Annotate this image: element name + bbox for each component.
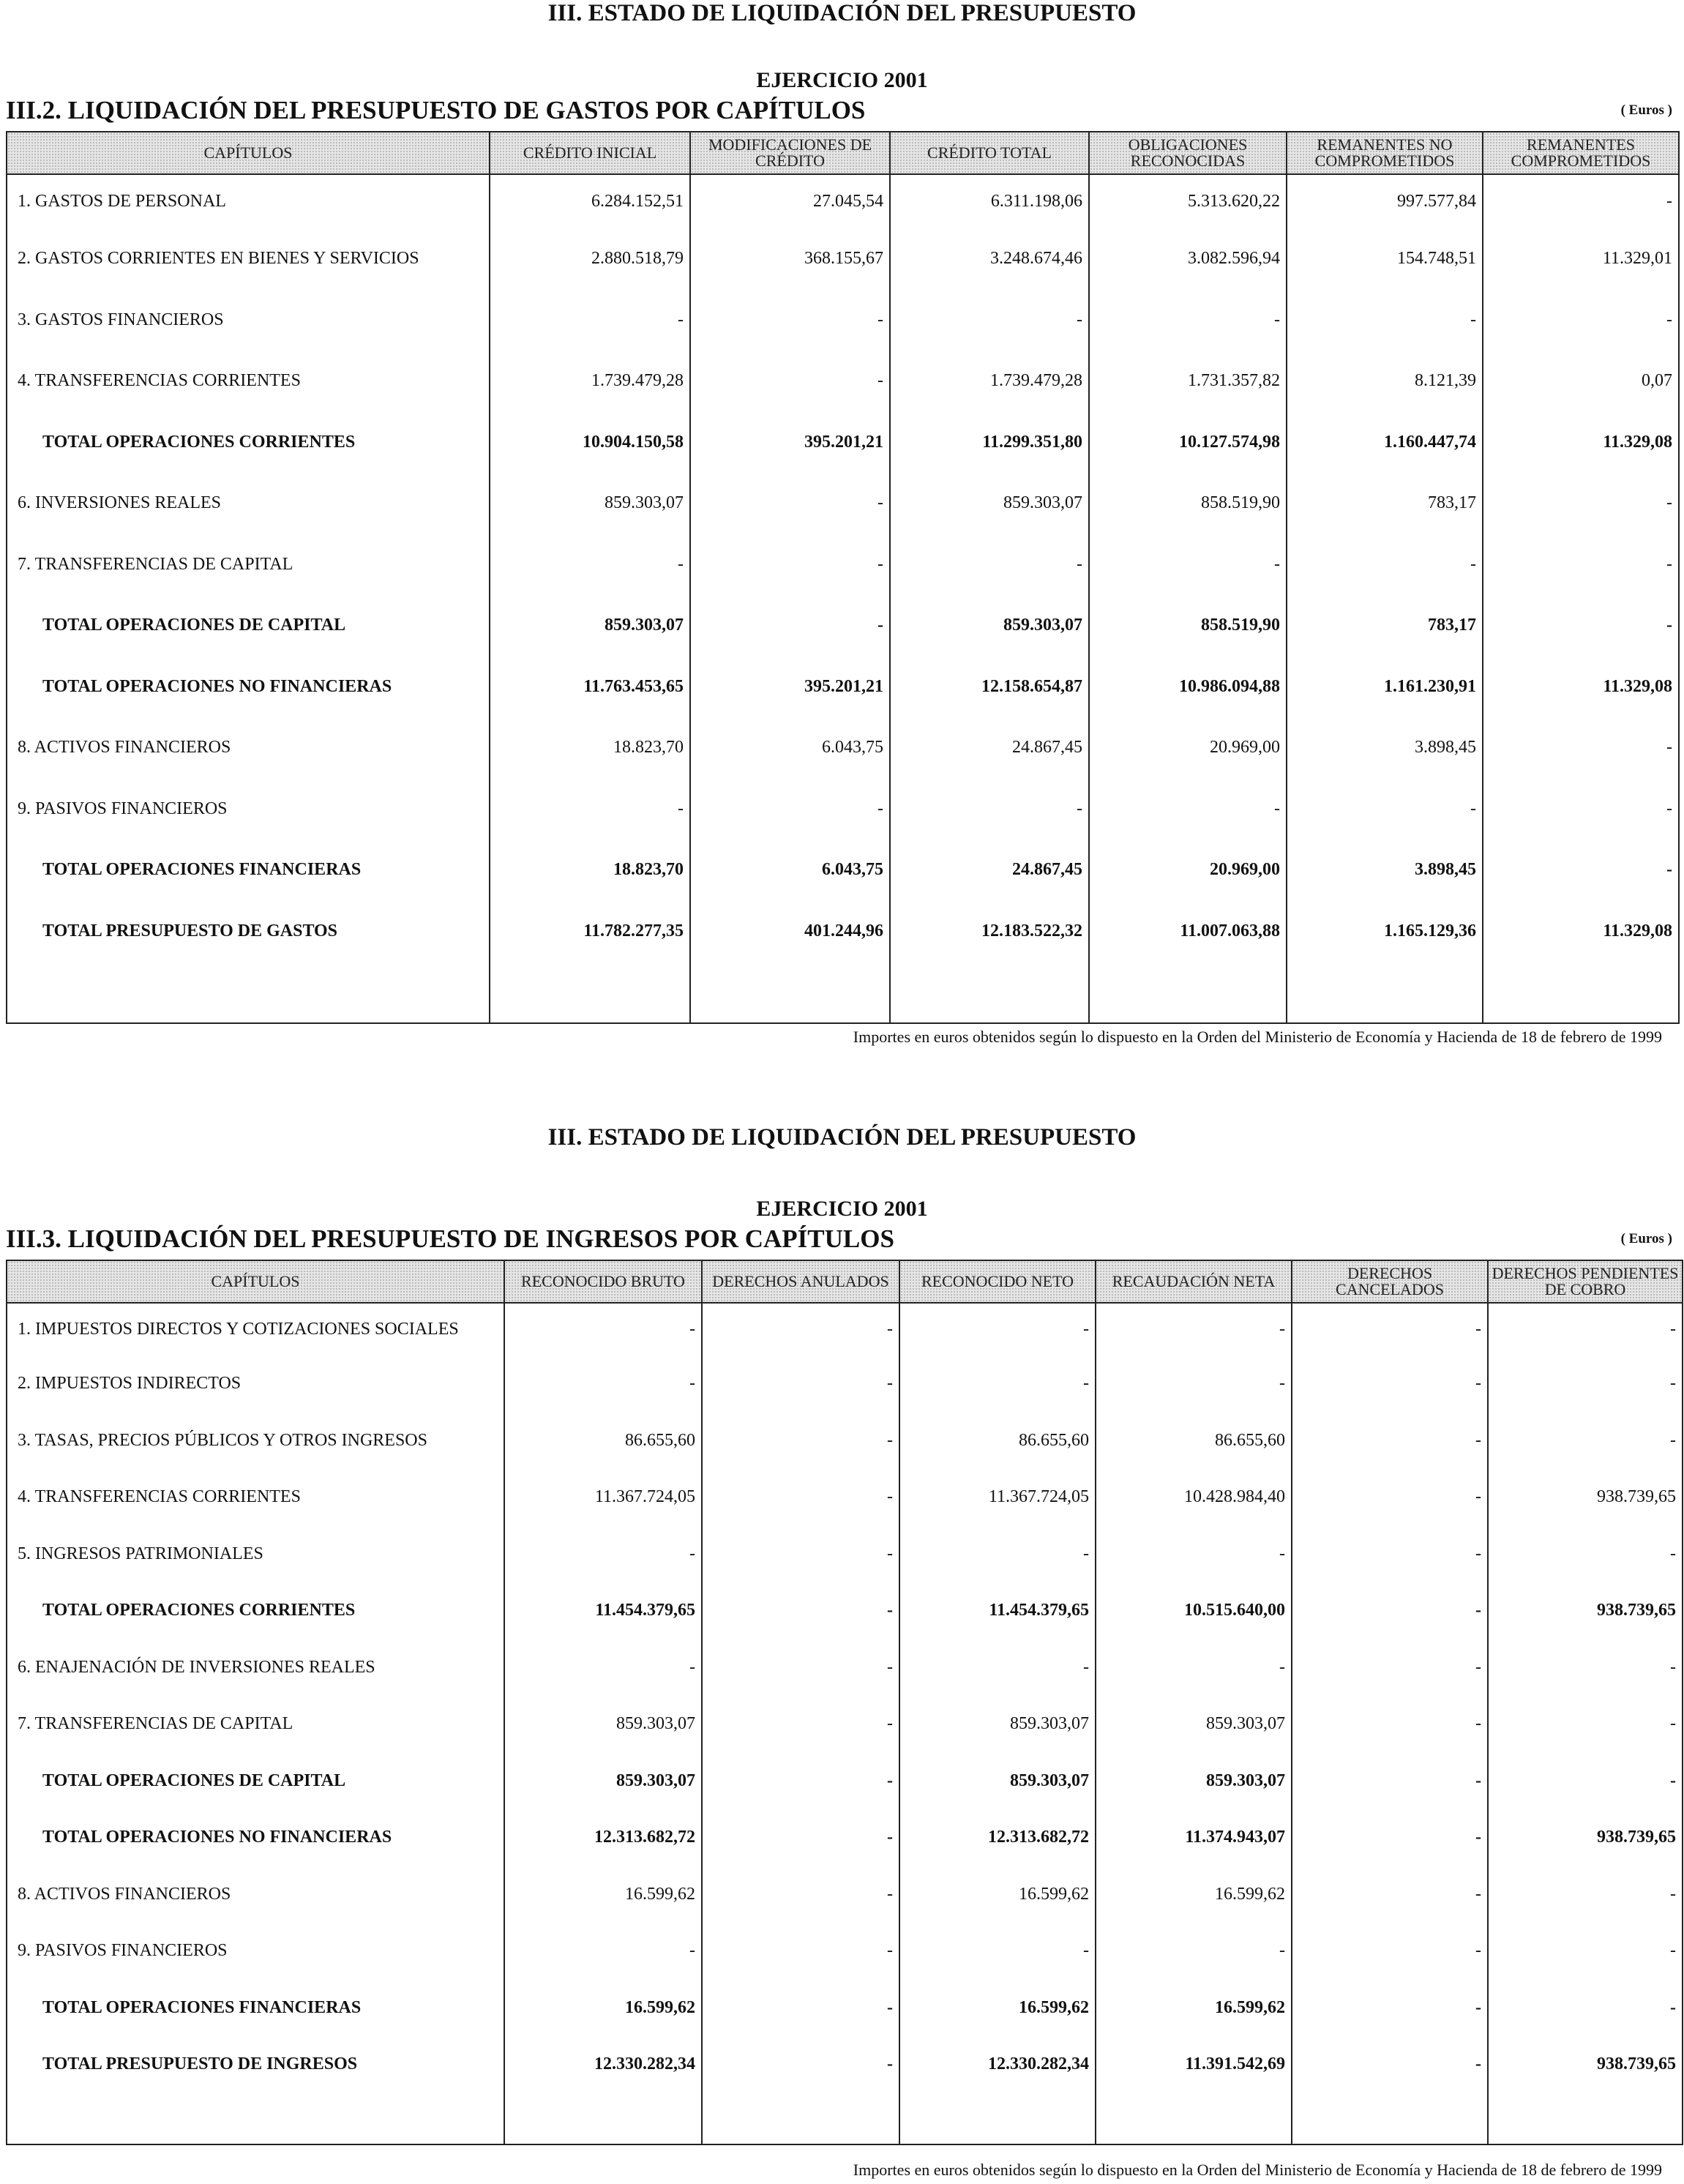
cell-value: 10.515.640,00 (1096, 1582, 1292, 1639)
cell-value: 11.299.351,80 (890, 412, 1089, 474)
gastos-col-credito-inicial: CRÉDITO INICIAL (490, 132, 690, 174)
gastos-header-row (7, 132, 1679, 174)
cell-value: - (1292, 2036, 1488, 2093)
table-row (7, 1526, 1683, 1583)
cell-value: - (1096, 1526, 1292, 1583)
row-label: 1. GASTOS DE PERSONAL (7, 174, 490, 228)
cell-value: - (690, 290, 890, 351)
row-label: 6. INVERSIONES REALES (7, 473, 490, 534)
cell-value: 859.303,07 (899, 1696, 1096, 1753)
table-row (7, 1866, 1683, 1923)
cell-value: - (702, 1303, 899, 1355)
cell-value: 11.391.542,69 (1096, 2036, 1292, 2093)
row-label: TOTAL PRESUPUESTO DE GASTOS (7, 901, 490, 962)
ingresos-col-recaudacion-neta: RECAUDACIÓN NETA (1096, 1260, 1292, 1303)
row-label: TOTAL OPERACIONES DE CAPITAL (7, 1753, 504, 1810)
gastos-col-capitulos: CAPÍTULOS (7, 132, 490, 174)
cell-value: - (702, 1923, 899, 1980)
table-row (7, 351, 1679, 412)
cell-value: 20.969,00 (1089, 839, 1287, 901)
row-label: 7. TRANSFERENCIAS DE CAPITAL (7, 1696, 504, 1753)
cell-value: - (1089, 290, 1287, 351)
cell-value: 6.043,75 (690, 717, 890, 779)
ingresos-subtitle: III.3. LIQUIDACIÓN DEL PRESUPUESTO DE INGRESOS POR CAPÍTULOS (6, 1224, 894, 1253)
cell-value: - (504, 1355, 702, 1413)
cell-value: 11.454.379,65 (899, 1582, 1096, 1639)
cell-value: - (1483, 290, 1679, 351)
cell-value: 11.329,01 (1483, 228, 1679, 290)
cell-value: - (1292, 1639, 1488, 1697)
cell-value: 1.739.479,28 (490, 351, 690, 412)
table-row (7, 534, 1679, 596)
cell-value: - (702, 1526, 899, 1583)
cell-value: - (1292, 1355, 1488, 1413)
cell-value: - (1488, 1639, 1683, 1697)
cell-value: 3.248.674,46 (890, 228, 1089, 290)
cell-value: - (490, 290, 690, 351)
total-row (7, 1809, 1683, 1866)
row-label: 4. TRANSFERENCIAS CORRIENTES (7, 351, 490, 412)
cell-value: - (1292, 1696, 1488, 1753)
gastos-table-body (7, 174, 1679, 1023)
cell-value: 12.313.682,72 (504, 1809, 702, 1866)
row-label: TOTAL OPERACIONES FINANCIERAS (7, 839, 490, 901)
cell-value: - (702, 1469, 899, 1526)
cell-value: 859.303,07 (490, 595, 690, 657)
cell-value: - (504, 1303, 702, 1355)
cell-value: - (702, 1413, 899, 1470)
empty-cell (7, 962, 490, 1023)
cell-value: - (1292, 1923, 1488, 1980)
row-label: TOTAL OPERACIONES FINANCIERAS (7, 1980, 504, 2037)
cell-value: - (702, 1355, 899, 1413)
cell-value: 12.158.654,87 (890, 657, 1089, 718)
cell-value: 24.867,45 (890, 717, 1089, 779)
cell-value: - (490, 779, 690, 840)
row-label: 3. TASAS, PRECIOS PÚBLICOS Y OTROS INGRESOS (7, 1413, 504, 1470)
cell-value: 86.655,60 (504, 1413, 702, 1470)
cell-value: 18.823,70 (490, 839, 690, 901)
cell-value: 18.823,70 (490, 717, 690, 779)
gastos-col-remanentes-no-comp: REMANENTES NO COMPROMETIDOS (1287, 132, 1483, 174)
row-label: 4. TRANSFERENCIAS CORRIENTES (7, 1469, 504, 1526)
cell-value: 858.519,90 (1089, 473, 1287, 534)
table-row (7, 1303, 1683, 1355)
cell-value: - (702, 1866, 899, 1923)
row-label: 3. GASTOS FINANCIEROS (7, 290, 490, 351)
cell-value: 859.303,07 (1096, 1696, 1292, 1753)
cell-value: - (899, 1355, 1096, 1413)
row-label: TOTAL PRESUPUESTO DE INGRESOS (7, 2036, 504, 2093)
cell-value: - (490, 534, 690, 596)
row-label: 1. IMPUESTOS DIRECTOS Y COTIZACIONES SOCIALES (7, 1303, 504, 1355)
cell-value: 859.303,07 (890, 473, 1089, 534)
cell-value: 368.155,67 (690, 228, 890, 290)
empty-cell (1096, 2093, 1292, 2144)
cell-value: 938.739,65 (1488, 2036, 1683, 2093)
table-row (7, 1469, 1683, 1526)
empty-cell (504, 2093, 702, 2144)
cell-value: 0,07 (1483, 351, 1679, 412)
cell-value: - (890, 534, 1089, 596)
row-label: 2. IMPUESTOS INDIRECTOS (7, 1355, 504, 1413)
cell-value: - (702, 1639, 899, 1697)
cell-value: 395.201,21 (690, 412, 890, 474)
cell-value: - (1488, 1413, 1683, 1470)
ingresos-col-pendientes-cobro: DERECHOS PENDIENTES DE COBRO (1488, 1260, 1683, 1303)
cell-value: 6.311.198,06 (890, 174, 1089, 228)
empty-cell (1488, 2093, 1683, 2144)
table-bottom-padding (7, 2093, 1683, 2144)
cell-value: - (1483, 839, 1679, 901)
cell-value: - (1292, 1753, 1488, 1810)
cell-value: 3.898,45 (1287, 717, 1483, 779)
cell-value: - (890, 779, 1089, 840)
cell-value: 12.313.682,72 (899, 1809, 1096, 1866)
ingresos-col-reconocido-bruto: RECONOCIDO BRUTO (504, 1260, 702, 1303)
cell-value: 859.303,07 (890, 595, 1089, 657)
row-label: TOTAL OPERACIONES DE CAPITAL (7, 595, 490, 657)
cell-value: 16.599,62 (899, 1980, 1096, 2037)
cell-value: 11.329,08 (1483, 657, 1679, 718)
cell-value: 86.655,60 (1096, 1413, 1292, 1470)
cell-value: - (504, 1526, 702, 1583)
total-row (7, 657, 1679, 718)
table-row (7, 228, 1679, 290)
cell-value: - (1483, 595, 1679, 657)
ingresos-page-title: III. ESTADO DE LIQUIDACIÓN DEL PRESUPUESTO (547, 1124, 1137, 1151)
cell-value: 10.428.984,40 (1096, 1469, 1292, 1526)
cell-value: - (1096, 1303, 1292, 1355)
cell-value: - (1096, 1923, 1292, 1980)
cell-value: - (690, 534, 890, 596)
cell-value: 10.986.094,88 (1089, 657, 1287, 718)
row-label: TOTAL OPERACIONES NO FINANCIERAS (7, 657, 490, 718)
cell-value: - (1292, 1413, 1488, 1470)
table-row (7, 473, 1679, 534)
cell-value: 11.763.453,65 (490, 657, 690, 718)
cell-value: 11.782.277,35 (490, 901, 690, 962)
cell-value: - (690, 351, 890, 412)
gastos-section (0, 0, 1684, 1069)
cell-value: - (702, 1696, 899, 1753)
cell-value: 859.303,07 (504, 1753, 702, 1810)
cell-value: 2.880.518,79 (490, 228, 690, 290)
table-row (7, 174, 1679, 228)
cell-value: - (1488, 1526, 1683, 1583)
table-row (7, 1923, 1683, 1980)
cell-value: - (1292, 1526, 1488, 1583)
row-label: 8. ACTIVOS FINANCIEROS (7, 717, 490, 779)
cell-value: - (1292, 1809, 1488, 1866)
cell-value: - (702, 1980, 899, 2037)
gastos-table (6, 131, 1680, 1024)
empty-cell (1292, 2093, 1488, 2144)
total-row (7, 1753, 1683, 1810)
row-label: 9. PASIVOS FINANCIEROS (7, 779, 490, 840)
empty-cell (1483, 962, 1679, 1023)
row-label: 5. INGRESOS PATRIMONIALES (7, 1526, 504, 1583)
cell-value: - (1292, 1582, 1488, 1639)
cell-value: 11.329,08 (1483, 412, 1679, 474)
cell-value: 10.904.150,58 (490, 412, 690, 474)
cell-value: - (690, 779, 890, 840)
ingresos-col-capitulos: CAPÍTULOS (7, 1260, 504, 1303)
cell-value: - (1096, 1355, 1292, 1413)
total-row (7, 1980, 1683, 2037)
cell-value: 938.739,65 (1488, 1809, 1683, 1866)
empty-cell (690, 962, 890, 1023)
cell-value: - (1287, 779, 1483, 840)
ingresos-table (6, 1260, 1683, 2145)
row-label: TOTAL OPERACIONES CORRIENTES (7, 412, 490, 474)
cell-value: 859.303,07 (899, 1753, 1096, 1810)
ingresos-section (0, 1124, 1684, 2184)
cell-value: 11.007.063,88 (1089, 901, 1287, 962)
cell-value: 11.454.379,65 (504, 1582, 702, 1639)
cell-value: - (1488, 1753, 1683, 1810)
cell-value: 859.303,07 (1096, 1753, 1292, 1810)
gastos-col-credito-total: CRÉDITO TOTAL (890, 132, 1089, 174)
ingresos-col-derechos-cancelados: DERECHOS CANCELADOS (1292, 1260, 1488, 1303)
cell-value: 10.127.574,98 (1089, 412, 1287, 474)
empty-cell (490, 962, 690, 1023)
cell-value: - (1292, 1469, 1488, 1526)
cell-value: 6.043,75 (690, 839, 890, 901)
cell-value: 1.739.479,28 (890, 351, 1089, 412)
cell-value: 997.577,84 (1287, 174, 1483, 228)
cell-value: 12.330.282,34 (899, 2036, 1096, 2093)
total-row (7, 595, 1679, 657)
ingresos-col-derechos-anulados: DERECHOS ANULADOS (702, 1260, 899, 1303)
row-label: 9. PASIVOS FINANCIEROS (7, 1923, 504, 1980)
ingresos-units: ( Euros ) (1620, 1231, 1672, 1246)
empty-cell (7, 2093, 504, 2144)
cell-value: - (1483, 174, 1679, 228)
cell-value: - (1089, 534, 1287, 596)
total-row (7, 2036, 1683, 2093)
gastos-col-modificaciones: MODIFICACIONES DE CRÉDITO (690, 132, 890, 174)
cell-value: - (702, 1809, 899, 1866)
cell-value: - (1488, 1866, 1683, 1923)
cell-value: - (899, 1526, 1096, 1583)
cell-value: 16.599,62 (504, 1980, 702, 2037)
ingresos-table-body (7, 1303, 1683, 2144)
cell-value: 6.284.152,51 (490, 174, 690, 228)
ingresos-header-row (7, 1260, 1683, 1303)
gastos-col-obligaciones: OBLIGACIONES RECONOCIDAS (1089, 132, 1287, 174)
cell-value: 24.867,45 (890, 839, 1089, 901)
cell-value: - (1483, 779, 1679, 840)
cell-value: 938.739,65 (1488, 1582, 1683, 1639)
cell-value: 11.367.724,05 (899, 1469, 1096, 1526)
cell-value: 16.599,62 (1096, 1980, 1292, 2037)
table-row (7, 779, 1679, 840)
cell-value: - (1488, 1980, 1683, 2037)
empty-cell (702, 2093, 899, 2144)
cell-value: - (702, 1582, 899, 1639)
empty-cell (1089, 962, 1287, 1023)
row-label: 2. GASTOS CORRIENTES EN BIENES Y SERVICIOS (7, 228, 490, 290)
cell-value: - (1483, 717, 1679, 779)
cell-value: - (1089, 779, 1287, 840)
cell-value: 5.313.620,22 (1089, 174, 1287, 228)
cell-value: - (1292, 1303, 1488, 1355)
cell-value: - (1287, 534, 1483, 596)
ingresos-ejercicio: EJERCICIO 2001 (756, 1197, 928, 1221)
cell-value: 27.045,54 (690, 174, 890, 228)
cell-value: - (1488, 1696, 1683, 1753)
cell-value: 3.898,45 (1287, 839, 1483, 901)
cell-value: - (1292, 1980, 1488, 2037)
cell-value: 11.329,08 (1483, 901, 1679, 962)
gastos-page-title: III. ESTADO DE LIQUIDACIÓN DEL PRESUPUESTO (547, 0, 1137, 26)
empty-cell (899, 2093, 1096, 2144)
cell-value: 3.082.596,94 (1089, 228, 1287, 290)
row-label: 7. TRANSFERENCIAS DE CAPITAL (7, 534, 490, 596)
row-label: TOTAL OPERACIONES NO FINANCIERAS (7, 1809, 504, 1866)
cell-value: - (690, 595, 890, 657)
cell-value: - (1292, 1866, 1488, 1923)
empty-cell (1287, 962, 1483, 1023)
gastos-note: Importes en euros obtenidos según lo dispuesto en la Orden del Ministerio de Economía y Hacienda de 18 de febrero de 1999 (853, 1028, 1662, 1046)
empty-cell (890, 962, 1089, 1023)
gastos-units: ( Euros ) (1620, 102, 1672, 118)
cell-value: - (1488, 1355, 1683, 1413)
ingresos-note: Importes en euros obtenidos según lo dispuesto en la Orden del Ministerio de Economía y Hacienda de 18 de febrero de 1999 (853, 2161, 1662, 2179)
total-row (7, 839, 1679, 901)
gastos-subtitle: III.2. LIQUIDACIÓN DEL PRESUPUESTO DE GASTOS POR CAPÍTULOS (6, 96, 866, 124)
total-row (7, 901, 1679, 962)
row-label: TOTAL OPERACIONES CORRIENTES (7, 1582, 504, 1639)
cell-value: 16.599,62 (1096, 1866, 1292, 1923)
cell-value: - (504, 1639, 702, 1697)
cell-value: 858.519,90 (1089, 595, 1287, 657)
cell-value: - (1096, 1639, 1292, 1697)
cell-value: 11.374.943,07 (1096, 1809, 1292, 1866)
cell-value: 8.121,39 (1287, 351, 1483, 412)
cell-value: 1.160.447,74 (1287, 412, 1483, 474)
cell-value: 859.303,07 (490, 473, 690, 534)
cell-value: 16.599,62 (899, 1866, 1096, 1923)
ingresos-col-reconocido-neto: RECONOCIDO NETO (899, 1260, 1096, 1303)
cell-value: 401.244,96 (690, 901, 890, 962)
table-bottom-padding (7, 962, 1679, 1023)
cell-value: - (702, 2036, 899, 2093)
cell-value: - (690, 473, 890, 534)
cell-value: - (1287, 290, 1483, 351)
cell-value: 1.165.129,36 (1287, 901, 1483, 962)
cell-value: 154.748,51 (1287, 228, 1483, 290)
total-row (7, 1582, 1683, 1639)
cell-value: 783,17 (1287, 595, 1483, 657)
cell-value: 1.731.357,82 (1089, 351, 1287, 412)
cell-value: 86.655,60 (899, 1413, 1096, 1470)
cell-value: - (899, 1923, 1096, 1980)
table-row (7, 1696, 1683, 1753)
cell-value: - (1488, 1923, 1683, 1980)
cell-value: 938.739,65 (1488, 1469, 1683, 1526)
cell-value: - (1488, 1303, 1683, 1355)
row-label: 8. ACTIVOS FINANCIEROS (7, 1866, 504, 1923)
cell-value: 20.969,00 (1089, 717, 1287, 779)
cell-value: - (1483, 534, 1679, 596)
table-row (7, 290, 1679, 351)
table-row (7, 1413, 1683, 1470)
gastos-ejercicio: EJERCICIO 2001 (756, 68, 928, 92)
cell-value: - (899, 1639, 1096, 1697)
cell-value: 859.303,07 (504, 1696, 702, 1753)
table-row (7, 1355, 1683, 1413)
cell-value: - (890, 290, 1089, 351)
total-row (7, 412, 1679, 474)
cell-value: - (504, 1923, 702, 1980)
row-label: 6. ENAJENACIÓN DE INVERSIONES REALES (7, 1639, 504, 1697)
cell-value: 1.161.230,91 (1287, 657, 1483, 718)
cell-value: 395.201,21 (690, 657, 890, 718)
gastos-col-remanentes-comp: REMANENTES COMPROMETIDOS (1483, 132, 1679, 174)
cell-value: 16.599,62 (504, 1866, 702, 1923)
cell-value: 12.183.522,32 (890, 901, 1089, 962)
cell-value: - (702, 1753, 899, 1810)
cell-value: 12.330.282,34 (504, 2036, 702, 2093)
cell-value: - (899, 1303, 1096, 1355)
cell-value: - (1483, 473, 1679, 534)
table-row (7, 717, 1679, 779)
cell-value: 783,17 (1287, 473, 1483, 534)
cell-value: 11.367.724,05 (504, 1469, 702, 1526)
table-row (7, 1639, 1683, 1697)
